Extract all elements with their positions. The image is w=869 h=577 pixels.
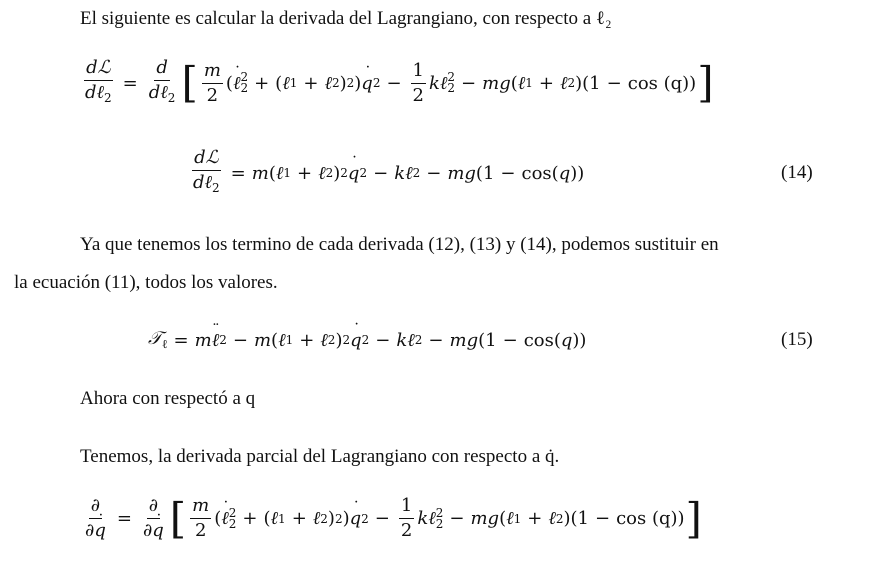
fraction-m-over-2: $\frac{m}{2}$	[203, 59, 221, 106]
equation-number-14: (14)	[781, 162, 813, 183]
paragraph-text: la ecuación (11), todos los valores.	[14, 272, 278, 293]
equation-15: 𝒯$_\ell$ = m ℓ ¨ 2 − m ( ℓ 1 + ℓ 2 ) 2 q ˙ 2 − kℓ 2 − mg (1 − cos( q ))	[148, 328, 586, 352]
equation-14: $\frac{\text{dℒ}}{d\ell_2}$ = m ( ℓ 1 + ℓ 2 ) 2 q ˙ 2 − kℓ 2 − mg (1 − cos( q ))	[188, 148, 584, 198]
fraction-one-half: $\frac{1}{2}$	[412, 59, 424, 106]
paragraph-derivative-intro	[80, 7, 612, 31]
fraction-partial-over-partial-qdot: $\frac{\partial}{\partial q}$ ˙	[83, 496, 108, 541]
paragraph-substitution-line1	[80, 233, 719, 257]
fraction-d-dl2: $\frac{d}{d\ell_2}$	[148, 57, 176, 105]
fraction-dL-dl2: $\frac{\text{dℒ}}{d\ell_2}$	[85, 57, 112, 105]
fraction-one-half: $\frac{1}{2}$	[400, 495, 413, 541]
equation-lagrangian-derivative-setup: $\frac{\text{dℒ}}{d\ell_2}$ = $\frac{d}{d\ell_2}$ [ $\frac{m}{2}$ ( ℓ ˙ 2 2 + ( ℓ 1 + ℓ 2 ) 2 ) q ˙ 2 − $\frac{1}{2}$ kℓ 2 2 − mg ( ℓ 1 + ℓ 2 )(1 − cos (q)) ]	[80, 58, 715, 108]
fraction-dL-dl2: $\frac{\text{dℒ}}{d\ell_2}$	[193, 147, 220, 195]
paragraph-respect-to-q	[80, 387, 255, 411]
equation-partial-qdot-setup: $\frac{\partial}{\partial q}$ ˙ = $\frac{\partial}{\partial q}$ ˙ [ $\frac{m}{2}$ ( ℓ ˙ 2 2 + ( ℓ 1 + ℓ 2 ) 2 ) q ˙ 2 − $\frac{1}{2}$ kℓ 2 2 − mg ( ℓ 1 + ℓ 2 )(1 − cos (q)) ]	[80, 496, 703, 541]
paragraph-partial-derivative	[80, 445, 559, 469]
paragraph-text: Ahora con respectó a q	[80, 388, 256, 409]
equation-number-15: (15)	[781, 329, 813, 350]
paragraph-text: Tenemos, la derivada parcial del Lagrangiano con respecto a q̇.	[80, 446, 560, 467]
paragraph-text: El siguiente es calcular la derivada del Lagrangiano, con respecto a ℓ₂	[80, 8, 612, 29]
fraction-partial-over-partial-qdot: $\frac{\partial}{\partial q}$ ˙	[141, 496, 166, 541]
paragraph-text: Ya que tenemos los termino de cada derivada (12), (13) y (14), podemos sustituir en	[80, 234, 719, 255]
fraction-m-over-2: $\frac{m}{2}$	[192, 495, 210, 541]
paragraph-substitution-line2	[14, 271, 278, 295]
